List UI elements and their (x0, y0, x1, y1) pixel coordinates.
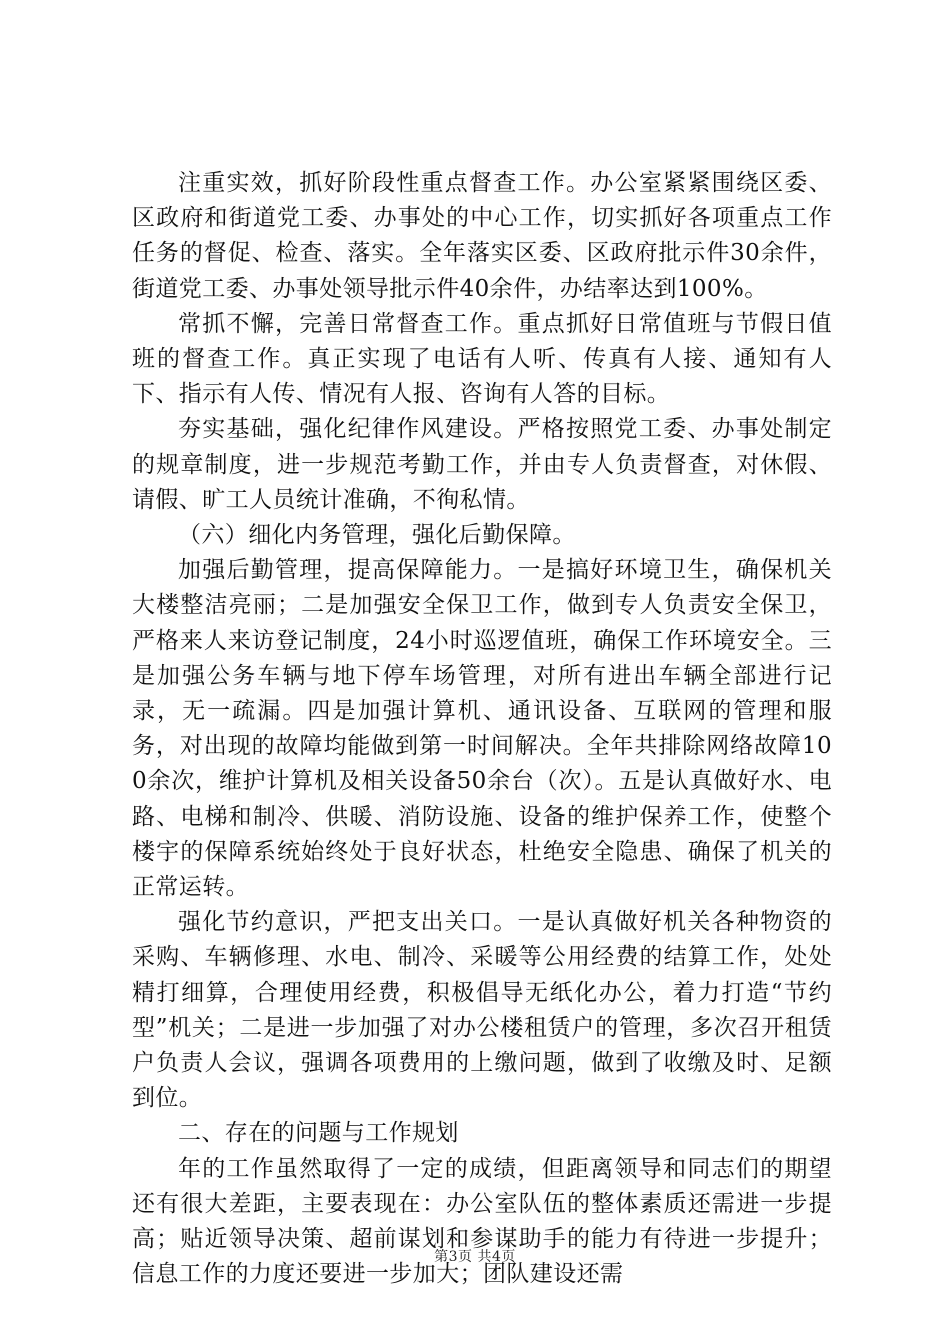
section-heading-problems-planning: 二、存在的问题与工作规划 (178, 1120, 459, 1147)
document-body (132, 166, 832, 1293)
page-number-footer: 第3页 共4页 (434, 1249, 516, 1265)
paragraph-logistics-management: 加强后勤管理，提高保障能力。一是搞好环境卫生，确保机关大楼整洁亮丽；二是加强安全保卫工作，做到专人负责安全保卫，严格来人来访登记制度，24小时巡逻值班，确保工作环境安全。三是加强公务车辆与地下停车场管理，对所有进出车辆全部进行记录，无一疏漏。四是加强计算机、通讯设备、互联网的管理和服务，对出现的故障均能做到第一时间解决。全年共排除网络故障100余次，维护计算机及相关设备50余台（次）。五是认真做好水、电路、电梯和制冷、供暖、消防设施、设备的维护保养工作，使整个楼宇的保障系统始终处于良好状态，杜绝安全隐患、确保了机关的正常运转。 (132, 557, 832, 901)
paragraph-problems: 年的工作虽然取得了一定的成绩，但距离领导和同志们的期望还有很大差距，主要表现在：办公室队伍的整体素质还需进一步提高；贴近领导决策、超前谋划和参谋助手的能力有待进一步提升；信息工作的力度还要进一步加大；团队建设还需 (132, 1155, 832, 1288)
paragraph-daily-supervision: 常抓不懈，完善日常督查工作。重点抓好日常值班与节假日值班的督查工作。真正实现了电话有人听、传真有人接、通知有人下、指示有人传、情况有人报、咨询有人答的目标。 (132, 310, 832, 408)
paragraph-saving-awareness: 强化节约意识，严把支出关口。一是认真做好机关各种物资的采购、车辆修理、水电、制冷、采暖等公用经费的结算工作，处处精打细算，合理使用经费，积极倡导无纸化办公，着力打造“节约型”机关；二是进一步加强了对办公楼租赁户的管理，多次召开租赁户负责人会议，强调各项费用的上缴问题，做到了收缴及时、足额到位。 (132, 909, 832, 1112)
paragraph-discipline-style: 夯实基础，强化纪律作风建设。严格按照党工委、办事处制定的规章制度，进一步规范考勤工作，并由专人负责督查，对休假、请假、旷工人员统计准确，不徇私情。 (132, 416, 832, 513)
section-heading-internal-affairs: （六）细化内务管理，强化后勤保障。 (178, 522, 576, 549)
paragraph-supervision-key-tasks: 注重实效，抓好阶段性重点督查工作。办公室紧紧围绕区委、区政府和街道党工委、办事处的中心工作，切实抓好各项重点工作任务的督促、检查、落实。全年落实区委、区政府批示件30余件，街道党工委、办事处领导批示件40余件，办结率达到100%。 (132, 170, 832, 302)
